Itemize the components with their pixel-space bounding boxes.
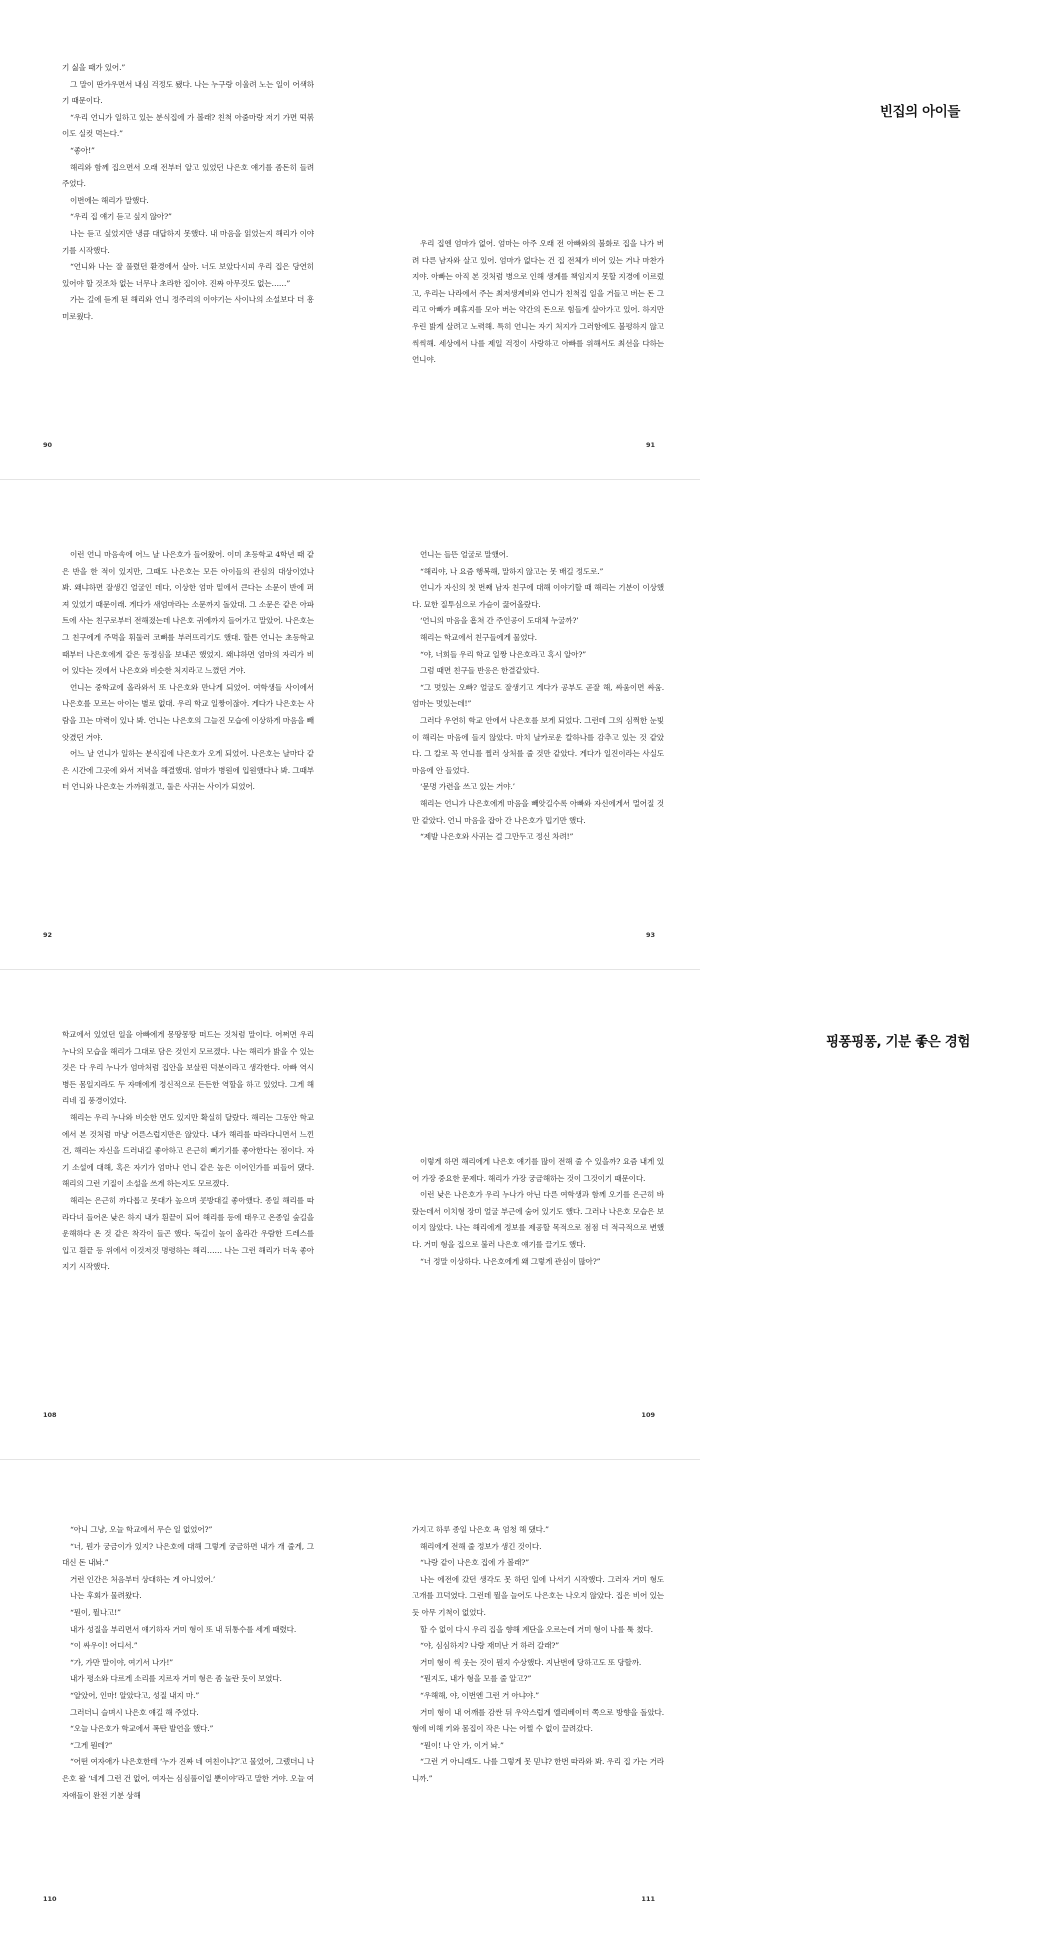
paragraph: “그런 거 아니래도. 나를 그렇게 못 믿냐? 한번 따라와 봐. 우리 집 가는 거라니까.” bbox=[412, 1757, 664, 1783]
paragraph: “나랑 같이 나은호 집에 가 볼래?” bbox=[420, 1558, 529, 1568]
page-109 bbox=[350, 980, 970, 1460]
paragraph: “우해해, 야, 이번엔 그런 거 아냐야.” bbox=[420, 1690, 539, 1700]
body-text bbox=[62, 60, 314, 326]
paragraph: “우리 언니가 일하고 있는 분식집에 가 볼래? 친척 아줌마랑 저기 가면 떡볶이도 실컷 먹는다.” bbox=[62, 112, 314, 139]
body-text bbox=[62, 547, 314, 796]
page-108 bbox=[0, 980, 350, 1460]
paragraph: 거미 형이 내 어깨를 감싼 뒤 우악스럽게 엘리베이터 쪽으로 방향을 돌았다. 형에 비해 키와 몸집이 작은 나는 어쩔 수 없이 끌려갔다. bbox=[412, 1707, 664, 1734]
paragraph: 우리 집엔 엄마가 없어. 엄마는 아주 오래 전 아빠와의 불화로 집을 나가 버려 다른 남자와 살고 있어. 엄마가 없다는 건 집 전체가 비어 있는 거나 마찬가지야. 아빠는 아직 본 것처럼 병으로 인해 생계를 책임지지 못할 지경에 이르렀고, 우리는 나라에서 주는 최저생계비와 언니가 친척집 일을 거들고 버는 돈 그리고 아빠가 폐휴지를 모아 버는 약간의 돈으로 힘들게 살아가고 있어. 하지만 우린 밝게 살려고 노력해. 특히 언니는 자기 처지가 그러함에도 불평하지 않고 씩씩해. 세상에서 나를 제일 걱정이 사랑하고 아빠를 위해서도 최선을 다하는 언니야. bbox=[412, 239, 664, 365]
paragraph: “가, 가만 말이야, 여기서 나가!” bbox=[70, 1657, 173, 1667]
paragraph: 내가 성질을 부리면서 얘기하자 거미 형이 또 내 뒤통수를 세게 때렸다. bbox=[70, 1624, 297, 1634]
spread-4 bbox=[0, 1460, 700, 1940]
paragraph: 학교에서 있었던 일을 아빠에게 몽땅몽땅 떠드는 것처럼 말이다. 어쩌면 우리 누나의 모습을 해리가 그대로 담은 것인지 모르겠다. 나는 해리가 밝을 수 있는 것은 다 우리 누나가 엄마처럼 집안을 보살핀 덕분이라고 생각한다. 아빠 역시 병든 몸일지라도 두 자매에게 정신적으로 든든한 역할을 하고 있었다. 그게 해리네 집 풍경이었다. bbox=[62, 1030, 314, 1106]
paragraph: 그 말이 딴가우면서 내심 걱정도 됐다. 나는 누구랑 이울려 노는 일이 어색하기 때문이다. bbox=[62, 79, 314, 106]
paragraph: “아니 그냥, 오늘 학교에서 무슨 일 없었어?” bbox=[70, 1525, 213, 1534]
paragraph: 이번에는 해리가 말했다. bbox=[70, 195, 149, 205]
page-number: 111 bbox=[641, 1895, 655, 1903]
paragraph: 내가 평소와 다르게 소리를 지르자 거미 형은 좀 놀란 듯이 보였다. bbox=[70, 1674, 282, 1684]
body-text bbox=[412, 236, 664, 369]
paragraph: “그게 뭔데?” bbox=[70, 1740, 113, 1750]
body-text bbox=[412, 1522, 664, 1788]
paragraph: 해리는 언니가 나은호에게 마음을 빼앗길수록 아빠와 자신에게서 멀어질 것만 같았다. 언니 마음을 잡아 간 나은호가 밉기만 했다. bbox=[412, 798, 664, 825]
paragraph: “우리 집 얘기 듣고 싶지 않아?” bbox=[70, 212, 172, 222]
body-text bbox=[412, 1154, 664, 1270]
paragraph: 언니는 들뜬 얼굴로 말했어. bbox=[420, 550, 509, 559]
page-number: 108 bbox=[43, 1411, 57, 1419]
paragraph: 이런 낮은 나은호가 우리 누나가 아닌 다른 여학생과 함께 오기를 은근히 바랐는데서 이치형 장미 얼굴 부근에 숨어 있기도 했다. 그러나 나은호 모습은 보이지 않았다. 나는 해리에게 정보를 제공할 목적으로 점점 더 적극적으로 변했다. 거미 형을 집으로 불러 나은호 얘기를 끌기도 했다. bbox=[412, 1190, 664, 1249]
paragraph: “제발 나은호와 사귀는 걸 그만두고 정신 차려!” bbox=[420, 832, 574, 842]
page-92 bbox=[0, 490, 350, 970]
spread-2 bbox=[0, 490, 700, 970]
page-110 bbox=[0, 1460, 350, 1940]
paragraph: “이 싸우이! 어디서.” bbox=[70, 1641, 138, 1651]
page-number: 109 bbox=[641, 1411, 655, 1419]
page-number: 110 bbox=[43, 1895, 57, 1903]
paragraph: 가는 길에 듣게 된 해리와 언니 정주리의 이야기는 사이나의 소설보다 더 흥미로웠다. bbox=[62, 295, 314, 321]
body-text bbox=[412, 547, 664, 846]
paragraph: “너 정말 이상하다. 나은호에게 왜 그렇게 관심이 많아?” bbox=[420, 1256, 601, 1266]
paragraph: “해리야, 나 요즘 행복해, 말하지 않고는 못 배길 정도로.” bbox=[420, 566, 604, 576]
paragraph: “언니와 나는 잘 풀렸던 환경에서 살아. 너도 보았다시피 우리 집은 당연히 있어야 할 것조차 없는 너무나 초라한 집이야. 진짜 아무것도 없는……” bbox=[62, 262, 314, 288]
paragraph: “그 멋있는 오빠? 얼굴도 잘생기고 게다가 공부도 곧잘 해, 싸움이면 싸움. 엄마는 멋있는데!” bbox=[412, 682, 664, 709]
paragraph: 언니는 중학교에 올라와서 또 나은호와 만나게 되었어. 여학생들 사이에서 나은호를 모르는 아이는 별로 없대. 우리 학교 일짱이잖아. 게다가 나은호는 사람을 끄는 마력이 있나 봐. 언니는 나은호의 그늘진 모습에 이상하게 마음을 빼앗겼던 거야. bbox=[62, 682, 314, 742]
page-90 bbox=[0, 0, 350, 480]
paragraph: “야, 너희들 우리 학교 일짱 나은호라고 혹시 알아?” bbox=[420, 649, 587, 659]
chapter-title: 빈집의 아이들 bbox=[879, 104, 960, 120]
page-111 bbox=[350, 1460, 700, 1940]
paragraph: 해리에게 전해 줄 정보가 생긴 것이다. bbox=[420, 1541, 542, 1551]
paragraph: “야, 심심하지? 나랑 재미난 거 하러 갈래?” bbox=[420, 1641, 559, 1651]
paragraph: 나는 듣고 싶었지만 냉큼 대답하지 못했다. 내 마음을 읽었는지 해리가 이야기를 시작했다. bbox=[62, 228, 314, 255]
paragraph: 그러다 우연히 학교 안에서 나은호를 보게 되었다. 그런데 그의 심쩍한 눈빛이 해리는 마음에 들지 않았다. 마치 날카로운 칼하나를 감추고 있는 것 같았다. 그 칼로 꼭 언니를 찔러 상처를 줄 것만 같았다. 게다가 일진이라는 사실도 마음에 안 들었다. bbox=[412, 715, 664, 775]
paragraph: 거런 인간은 처음부터 상대하는 게 아니었어.’ bbox=[70, 1574, 216, 1584]
body-text bbox=[62, 1522, 314, 1804]
paragraph: “뭔이, 뭘나고!” bbox=[70, 1607, 121, 1617]
paragraph: 그럼 때면 친구들 반응은 한결같았다. bbox=[420, 666, 540, 676]
paragraph: 해리는 은근히 까다롭고 못대가 높으며 콧방대길 좋아했다. 종일 해리를 따라다녀 들어온 낮은 하지 내가 흰끝이 되어 해리를 등에 태우고 온종일 숲길을 운해하다 온 것 같은 착각이 들곤 했다. 둑길이 높이 올라간 우람한 드레스를 입고 흰끝 등 위에서 이것저것 명령하는 해리…… 나는 그런 해리가 더욱 좋아지기 시작했다. bbox=[62, 1195, 314, 1272]
paragraph: 어느 날 언니가 일하는 분식집에 나은호가 오게 되었어. 나은호는 날마다 같은 시간에 그곳에 와서 저녁을 해결했대. 엄마가 병원에 입원했다나 봐. 그때부터 언니와 나은호는 가까워졌고, 둘은 사귀는 사이가 되었어. bbox=[62, 749, 314, 792]
body-text bbox=[62, 1027, 314, 1276]
chapter-title: 핑퐁핑퐁, 기분 좋은 경험 bbox=[825, 1034, 970, 1050]
paragraph: “오늘 나은호가 학교에서 폭탄 발언을 했다.” bbox=[70, 1724, 214, 1734]
paragraph: ‘문명 가련을 쓰고 있는 거야.’ bbox=[420, 782, 515, 792]
spread-1 bbox=[0, 0, 960, 480]
paragraph: 할 수 없이 다시 우리 집을 향해 계단을 오르는데 거미 형이 나를 툭 쳤다. bbox=[420, 1624, 653, 1634]
paragraph: 이런 언니 마음속에 어느 날 나은호가 들어왔어. 이미 초등학교 4학년 때 같은 반을 한 적이 있지만, 그때도 나은호는 모든 아이들의 관심의 대상이었나 봐. 왜냐하면 잘생긴 얼굴인 데다, 이상한 엄마 밑에서 큰다는 소문이 반에 퍼져 있었기 때문이래. 게다가 새엄마라는 소문까지 돌았대. 그 소문은 같은 아파트에 사는 친구로부터 전해졌는데 나은호 귀에까지 들어가고 말았어. 나은호는 그 친구에게 주먹을 휘둘러 코뼈를 부러뜨리기도 했대. 할튼 언니는 초등학교 때부터 나은호에게 같은 동정심을 보내곤 했었지. 왜냐하면 엄마의 자리가 비어 있다는 것에서 나은호와 비슷한 처지라고 느꼈던 거야. bbox=[62, 550, 314, 676]
paragraph: 해리와 함께 집으면서 오래 전부터 알고 있었던 나은호 얘기를 좀돈히 들려주었다. bbox=[62, 162, 314, 189]
page-number: 92 bbox=[43, 931, 53, 939]
paragraph: 나는 후회가 물려왔다. bbox=[70, 1591, 142, 1601]
paragraph: ‘언니의 마음을 흠쳐 간 주인공이 도대체 누굴까?’ bbox=[420, 616, 579, 626]
paragraph: 그러더니 슬며시 나은호 얘길 해 주었다. bbox=[70, 1707, 199, 1717]
paragraph: 나는 에전에 갔던 생각도 못 하던 일에 나서기 시작했다. 그러자 거미 형도 고개를 끄덕였다. 그런데 뭘을 늘어도 나은호는 나오지 않았다. 집은 비어 있는 듯 아무 기척이 없었다. bbox=[412, 1574, 664, 1617]
paragraph: “어떤 여자애가 나은호한테 ‘누가 진짜 네 여친이냐?’고 물었어, 그랬더니 나은호 왈 ‘네게 그런 건 없어, 여자는 심심풀이일 뿐이야’라고 말한 거야. 오늘 여자애들이 완전 기분 상해 bbox=[62, 1757, 314, 1800]
paragraph: “뭔지도, 내가 형을 모를 줄 알고?” bbox=[420, 1674, 532, 1684]
paragraph: 해리는 학교에서 친구들에게 물었다. bbox=[420, 632, 537, 642]
page-91 bbox=[350, 0, 960, 480]
paragraph: 이렇게 하면 해리에게 나은호 얘기를 많이 전해 줄 수 있을까? 요즘 내게 있어 가장 중요한 문제다. 해리가 가장 궁금해하는 것이 그것이기 때문이다. bbox=[412, 1157, 664, 1183]
page-93 bbox=[350, 490, 700, 970]
page-number: 90 bbox=[43, 441, 53, 449]
paragraph: 언니가 자신의 첫 번째 남자 친구에 대해 이야기할 때 해리는 기분이 이상했다. 묘한 질투심으로 가슴이 끓어올랐다. bbox=[412, 583, 664, 609]
spread-3 bbox=[0, 980, 970, 1460]
paragraph: 해리는 우리 누나와 비슷한 면도 있지만 확실히 달랐다. 해리는 그동안 학교에서 본 것처럼 마냥 어른스럽지만은 않았다. 내가 해리를 따라다니면서 느낀 건, 해리는 자신을 드러내길 좋아하고 은근히 뻐기기를 좋아한다는 점이다. 자기 소설에 대해, 혹은 자기가 엄마나 언니 같은 높은 이어인가를 피들어 댔다. 해리의 그런 기질이 소설을 쓰게 하는지도 모르겠다. bbox=[62, 1112, 314, 1189]
paragraph: 거미 형이 씩 웃는 것이 뭔지 수상했다. 지난번에 당하고도 또 당할까. bbox=[420, 1657, 642, 1667]
paragraph: “뭔이! 나 안 가, 이거 놔.” bbox=[420, 1740, 504, 1750]
paragraph: “좋아!” bbox=[70, 145, 95, 155]
paragraph: “너, 뭔가 궁금이가 있지? 나은호에 대해 그렇게 궁금하면 내가 개 줄게, 그 대신 돈 내놔.” bbox=[62, 1541, 314, 1568]
paragraph: 가지고 하루 종일 나은호 욕 엄청 해 댔다.” bbox=[412, 1525, 549, 1534]
page-number: 93 bbox=[645, 931, 655, 939]
page-number: 91 bbox=[645, 441, 655, 449]
paragraph: 기 싫을 때가 있어.” bbox=[62, 63, 126, 72]
paragraph: “알았어, 인마! 알았다고, 성질 내지 마.” bbox=[70, 1690, 200, 1700]
